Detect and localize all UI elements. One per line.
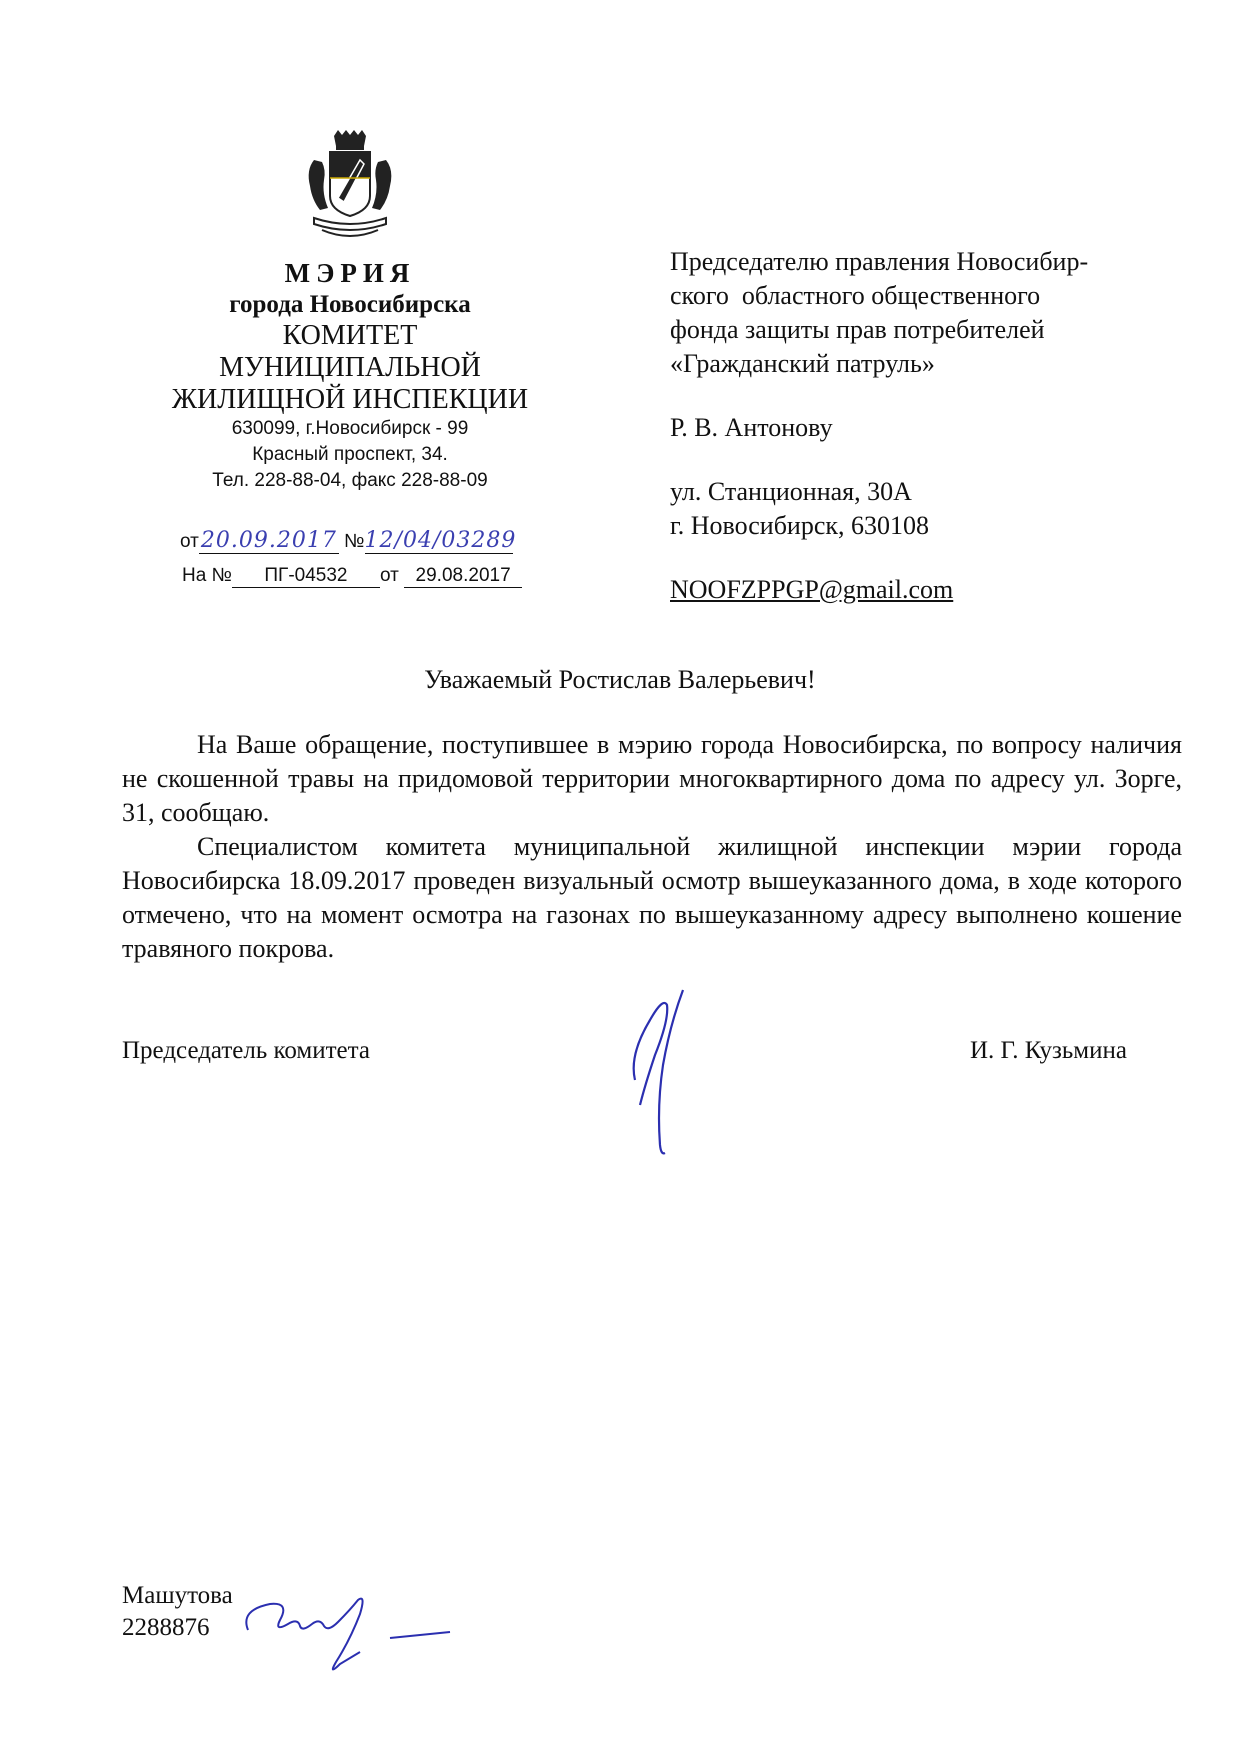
addressee-email[interactable]: NOOFZPPGP@gmail.com [670,575,954,604]
letterhead [150,130,550,494]
outgoing-date: 20.09.2017 [199,528,339,554]
date-label: от [180,531,199,552]
org-name: МЭРИЯ [284,258,416,288]
addressee-street: ул. Станционная, 30А [670,477,912,506]
executor-signature-icon [240,1590,480,1680]
committee-line-2: МУНИЦИПАЛЬНОЙ [219,352,481,383]
outgoing-number: 12/04/03289 [364,528,517,553]
signer-title: Председатель комитета [122,1037,370,1064]
org-address-1: 630099, г.Новосибирск - 99 [231,418,469,439]
outgoing-registration [180,528,517,554]
addressee-name: Р. В. Антонову [670,413,833,442]
body-paragraph-1: На Ваше обращение, поступившее в мэрию города Новосибирска, по вопросу наличия не скошенной травы на придомовой территории многоквартирного дома по адресу ул. Зорге, 31, сообщаю. [122,730,1182,827]
addressee-line-1: Председателю правления Новосибир- [670,247,1089,276]
executor-name: Машутова [122,1582,233,1609]
addressee-line-2: ского областного общественного [670,281,1041,310]
number-label: № [344,531,365,552]
addressee-line-3: фонда защиты прав потребителей [670,315,1045,344]
body-paragraph-2: Специалистом комитета муниципальной жилищной инспекции мэрии города Новосибирска 18.09.2017 проведен визуальный осмотр вышеуказанного дома, в ходе которого отмечено, что на момент осмотра на газонах по вышеуказанному адресу выполнено кошение травяного покрова. [122,832,1182,963]
handwritten-signature-icon [625,985,745,1160]
reply-to-date-label: от [379,565,399,586]
reply-to-registration [182,565,522,588]
letter-body [122,728,1182,966]
org-address-2: Красный проспект, 34. [252,444,448,465]
addressee-city: г. Новосибирск, 630108 [670,511,930,540]
reply-to-label: На № [182,565,232,586]
executor-phone: 2288876 [122,1614,210,1641]
addressee-block [670,245,1190,607]
committee-line-3: ЖИЛИЩНОЙ ИНСПЕКЦИИ [171,384,529,415]
reply-to-number: ПГ-04532 [232,565,380,588]
org-phone: Тел. 228-88-04, факс 228-88-09 [212,470,488,491]
coat-of-arms-icon [300,130,400,246]
signer-name: И. Г. Кузьмина [970,1037,1127,1064]
salutation: Уважаемый Ростислав Валерьевич! [424,665,816,694]
addressee-line-4: «Гражданский патруль» [670,349,935,378]
committee-line-1: КОМИТЕТ [282,320,418,351]
org-city: города Новосибирска [229,291,471,318]
reply-to-date: 29.08.2017 [404,565,522,588]
executor-block [122,1580,233,1644]
